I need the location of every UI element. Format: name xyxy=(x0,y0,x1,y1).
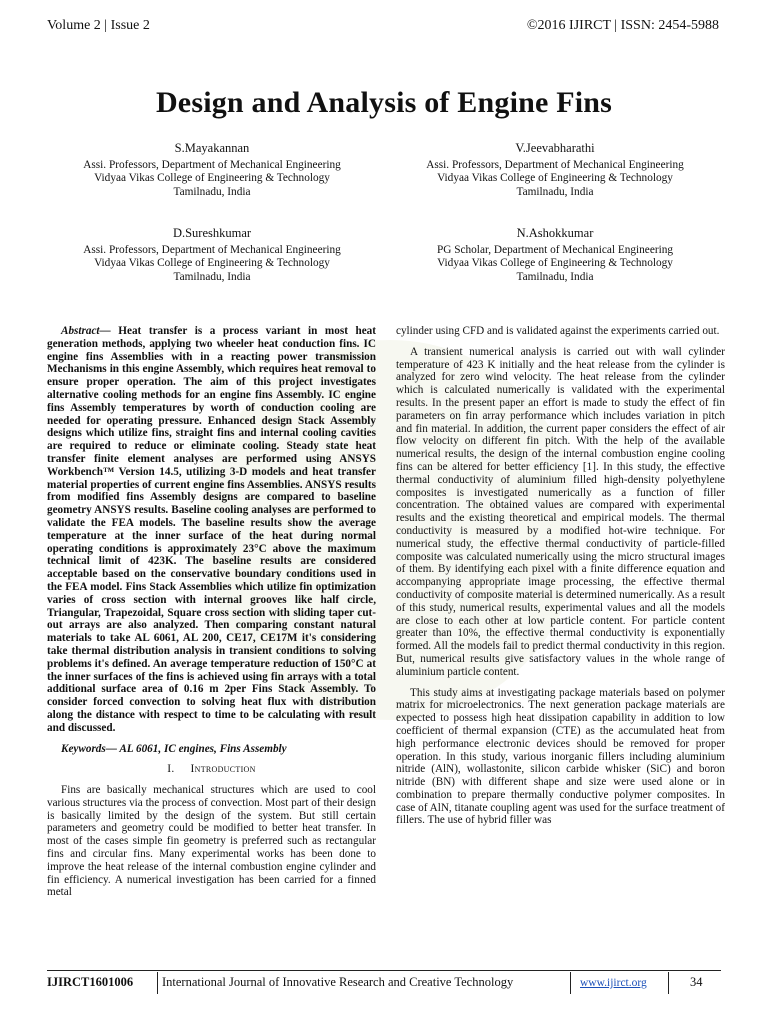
author-block xyxy=(390,142,720,199)
section-title: Introduction xyxy=(190,763,256,776)
author-block xyxy=(47,227,377,284)
footer-divider xyxy=(47,970,721,971)
introduction-paragraph: Fins are basically mechanical structures which are used to cool various structures via the process of convection. Most part of their design is basically limited by the design of the system. But still certain parameters and geometry could be modified to better heat transfer. In most of the cases simple fin geometry is preferred such as rectangular fins and circular fins. Many experimental works has been done to improve the heat release of the internal combustion engine cylinder and fin efficiency. A numerical investigation has been carried for a finned metal xyxy=(47,784,376,899)
author-college: Vidyaa Vikas College of Engineering & Technology xyxy=(437,257,673,269)
right-column xyxy=(396,325,725,835)
volume-issue: Volume 2 | Issue 2 xyxy=(47,18,150,33)
page-number: 34 xyxy=(690,975,703,989)
author-college: Vidyaa Vikas College of Engineering & Technology xyxy=(94,257,330,269)
author-location: Tamilnadu, India xyxy=(516,185,594,198)
abstract-text: Heat transfer is a process variant in most heat generation methods, applying two wheeler heat conduction fins. IC engine fins Assemblies with in a reacting power transmission Mechanisms in this engine Assembly, which requires heat removal to ensure proper operation. The aim of this project investigates alternative cooling methods for an engine fins Assembly. IC engine fins Assembly temperatures by worth of conduction cooling are needed for operating pressure. Enhanced design Stack Assembly designs which utilize fins, straight fins and internal cooling cavities are required to reduce or eliminate cooling. Steady state heat transfer finite element analyses are performed using ANSYS Workbench™ Version 14.5, utilizing 3-D models and heat transfer material properties of current engine fins Assemblies. ANSYS results from modified fins Assembly designs are compared to baseline geometry ANSYS results. Baseline cooling analyses are performed to validate the FEA models. The baseline results show the average temperature at the inner surface of the heat during normal operating conditions is approximately 23°C above the maximum technical limit of 423K. The baseline results are considered acceptable based on the conservative boundary conditions used in the FEA model. Fins Stack Assemblies which utilize fin optimization varies of cross section with internal grooves like half circle, Triangular, Trapezoidal, Square cross section with sliding taper cut-out arrays are also analyzed. Then comparing constant natural materials to take AL 6061, AL 200, CE17, CE17M it's considering take thermal distribution analysis in transient conditions to solving problems it's defined. An average temperature reduction of 150°C at the inner surfaces of the fins is achieved using fin arrays with a total additional surface area of 0.16 m 2per Fins Stack Assembly. To consider forced convection to solving heat flux with distribution along the distance with respect to time to be calculating with result and discussed. xyxy=(47,325,376,734)
author-name: V.Jeevabharathi xyxy=(515,141,595,155)
abstract-label: Abstract— xyxy=(61,325,111,337)
section-number: I. xyxy=(167,763,175,776)
author-role: PG Scholar, Department of Mechanical Engineering xyxy=(436,243,674,256)
author-role: Assi. Professors, Department of Mechanical Engineering xyxy=(426,158,684,171)
author-block xyxy=(47,142,377,199)
journal-website-link[interactable]: www.ijirct.org xyxy=(580,977,647,989)
journal-name: International Journal of Innovative Research and Creative Technology xyxy=(162,975,514,989)
author-name: D.Sureshkumar xyxy=(172,226,252,240)
left-column xyxy=(47,325,376,907)
author-role: Assi. Professors, Department of Mechanical Engineering xyxy=(83,243,341,256)
footer-separator xyxy=(570,972,571,994)
author-name: S.Mayakannan xyxy=(174,141,250,155)
keywords: Keywords— AL 6061, IC engines, Fins Assembly xyxy=(61,742,287,755)
author-block xyxy=(390,227,720,284)
body-paragraph: A transient numerical analysis is carried out with wall cylinder temperature of 423 K initially and the heat release from the cylinder is analyzed for zero wind velocity. The heat release from the cylinder which is calculated numerically is validated with the experimental results. In the present paper an effort is made to study the effect of fin parameters on fin array performance which includes variation in pitch and fin material. In addition, the current paper considers the effect of air flow velocity on different fin pitch. With the help of the available numerical results, the design of the internal combustion engine cooling fins can be altered for better efficiency [1]. In this study, the effective thermal conductivity of aluminium filled high-density polyethylene composites is investigated numerically as a function of filler concentration. The obtained values are compared with experimental results and the existing theoretical and empirical models. The thermal conductivity is measured by a modified hot-wire technique. For numerical study, the effective thermal conductivity of particle-filled composite was calculated numerically using the micro structural images of them. By identifying each pixel with a finite difference equation and accompanying appropriate image processing, the effective thermal conductivity of composite material is determined numerically. As a result of this study, numerical results, experimental values and all the models are close to each other at low particle content. For particle content greater than 10%, the effective thermal conductivity is exponentially formed. All the models fail to predict thermal conductivity in this region. But, numerical results give satisfactory values in the whole range of aluminium particle content. xyxy=(396,345,725,678)
paper-title: Design and Analysis of Engine Fins xyxy=(155,86,613,119)
author-location: Tamilnadu, India xyxy=(516,270,594,283)
author-college: Vidyaa Vikas College of Engineering & Technology xyxy=(437,172,673,184)
author-location: Tamilnadu, India xyxy=(173,185,251,198)
author-college: Vidyaa Vikas College of Engineering & Technology xyxy=(94,172,330,184)
copyright-issn: ©2016 IJIRCT | ISSN: 2454-5988 xyxy=(526,18,719,33)
body-paragraph: This study aims at investigating package materials based on polymer matrix for microelectronics. The next generation package materials are expected to possess high heat dissipation capability in addition to low coefficient of thermal expansion (CTE) as the accumulated heat from high performance electronic devices should be removed for proper operation. In this study, various inorganic fillers including aluminium nitride (AlN), wollastonite, silicon carbide whisker (SiC) and boron nitride (BN) with different shape and size were used alone or in combination to prepare thermally conductive polymer composites. In case of AlN, titanate coupling agent was used for the surface treatment of fillers. The use of hybrid filler was xyxy=(396,686,725,827)
author-name: N.Ashokkumar xyxy=(516,226,594,240)
footer-separator xyxy=(668,972,669,994)
abstract xyxy=(47,325,376,735)
author-role: Assi. Professors, Department of Mechanical Engineering xyxy=(83,158,341,171)
section-heading-introduction xyxy=(47,763,376,776)
footer-separator xyxy=(157,972,158,994)
author-location: Tamilnadu, India xyxy=(173,270,251,283)
paper-id: IJIRCT1601006 xyxy=(47,975,134,989)
body-paragraph: cylinder using CFD and is validated against the experiments carried out. xyxy=(396,325,720,337)
